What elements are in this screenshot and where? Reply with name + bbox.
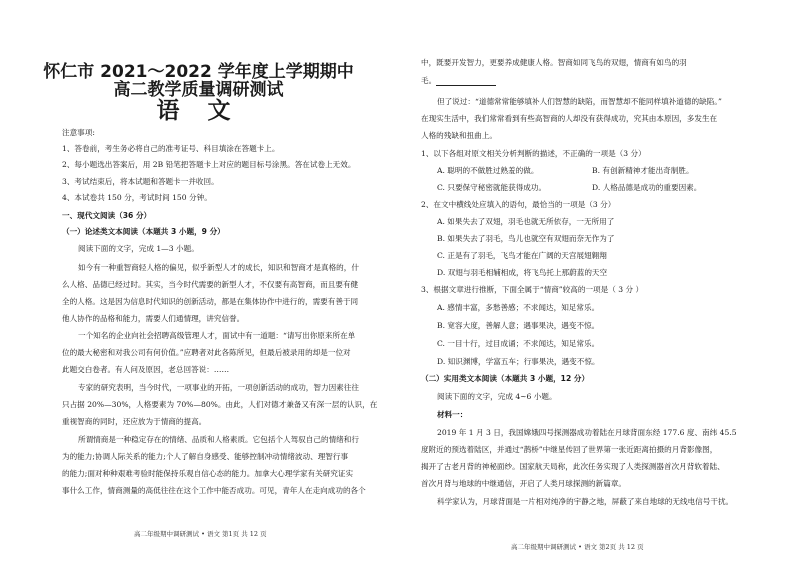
passage-line: 位的最大秘密和对我公司有何价值。”应聘者对此各陈所见，但最后被录用的却是一位对: [62, 348, 351, 357]
note-item: 2、每小题选出答案后，用 2B 铅笔把答题卡上对应的题目标号涂黑。答在试卷上无效。: [62, 160, 356, 169]
subsection-heading: （二）实用类文本阅读（本题共 3 小题，12 分）: [421, 374, 590, 383]
passage-line: 重视智商的同时，还应放为于情商的提高。: [62, 417, 207, 426]
passage-line: 一个知名的企业向社会招聘高级管理人才，面试中有一道题：“请写出你原来所在单: [78, 331, 356, 340]
passage-line: 只占据 20%—30%，人格要素为 70%—80%。由此，人们对德才兼备又有深一层的认识，在: [62, 400, 378, 409]
note-item: 3、考试结束后，将本试题和答题卡一并收回。: [62, 177, 219, 186]
passage-line: 专家的研究表明，当今时代，一项事业的开拓，一项创新活动的成功，智力因素往往: [78, 383, 359, 392]
passage-line: 么人格、品德已经过时。其实，当今时代需要的新型人才，不仅要有高智商，而且要有健: [62, 280, 359, 289]
option-a: A. 感情丰富，多愁善感；不求闻达，知足常乐。: [437, 303, 600, 312]
option-c: C. 一目十行，过目成诵；不求闻达，知足常乐。: [437, 339, 600, 348]
passage-line: 事什么工作，情商测量的高低往往在这个工作中能否成功。可见，青年人在走向成功的各个: [62, 486, 366, 495]
section-heading: 一、现代文阅读（36 分）: [62, 211, 152, 220]
passage-line: 他人协作的品格和能力，需要人们通情理，讲究信誉。: [62, 314, 245, 323]
option-c: C. 正是有了羽毛，飞鸟才能在广阔的天宫展翅翱翔: [437, 251, 607, 260]
passage-line: 科学家认为，月球背面是一片相对纯净的宇静之地，屏蔽了来自地球的无线电信号干扰。: [437, 497, 734, 506]
passage-line: 揭开了古老月背的神秘面纱。国家航天局称，此次任务实现了人类探测器首次月背软着陆、: [421, 462, 725, 471]
option-b: B. 有创新精神才能出奇制胜。: [592, 166, 694, 175]
page-footer: 高二年级期中调研测试 • 语文 第1页 共 12 页: [134, 530, 267, 538]
passage-line: 此题交白卷者。有人问及原因，老总回答说：……: [62, 365, 230, 374]
passage-text: 毛。: [421, 76, 437, 85]
option-a: A. 如果失去了双翅，羽毛也就无所依存，一无所用了: [437, 217, 615, 226]
notes-heading: 注意事项:: [62, 128, 95, 137]
note-item: 1、答卷前，考生务必将自己的准考证号、科目填涂在答题卡上。: [62, 144, 280, 153]
passage-line: 首次月背与地球的中继通信，开启了人类月球探测的新篇章。: [421, 479, 627, 488]
instruction: 阅读下面的文字，完成 1—3 小题。: [78, 244, 199, 253]
material-label: 材料一：: [437, 410, 468, 419]
option-b: B. 宽容大度，善解人意；遇事果决，遇变不惊。: [437, 321, 600, 330]
option-d: D. 知识渊博，学富五车；行事果决，遇变不惊。: [437, 357, 600, 366]
option-d: D. 双翅与羽毛相辅相成，将飞鸟托上那蔚蓝的天空: [437, 268, 608, 277]
question-2: 2、在文中横线处应填入的语句，最恰当的一项是（3 分）: [421, 200, 616, 209]
passage-line: 中，既要开发智力，更要养成健康人格。智商如同飞鸟的双翅，情商有如鸟的羽: [421, 58, 687, 67]
passage-line: 但了说过：“道德常常能够填补人们智慧的缺陷，而智慧却不能同样填补道德的缺陷。”: [437, 97, 722, 106]
passage-line: 全的人格。这是因为信息时代知识的创新活动，都是在集体协作中进行的，需要有善于同: [62, 297, 359, 306]
question-3: 3、根据文章进行推断，下面全属于“情商”较高的一项是（ 3 分 ）: [421, 285, 644, 294]
option-c: C. 只要保守秘密就能获得成功。: [437, 183, 547, 192]
option-b: B. 如果失去了羽毛，鸟儿也就空有双翅而奈无作为了: [437, 234, 615, 243]
passage-line: 所谓情商是一种稳定存在的情绪、品质和人格素质。它包括个人驾驭自己的情绪和行: [78, 435, 359, 444]
exam-title-line2: 高二教学质量调研测试: [113, 80, 284, 100]
instruction: 阅读下面的文字，完成 4~6 小题。: [437, 392, 557, 401]
page-footer: 高二年级期中调研测试 • 语文 第2页 共 12 页: [511, 543, 644, 551]
subject-title: 语 文: [156, 97, 241, 124]
option-d: D. 人格品德是成功的重要因素。: [592, 183, 702, 192]
passage-line: 如今有一种重智商轻人格的偏见，似乎新型人才的成长，知识和智商才是真格的，什: [78, 263, 359, 272]
exam-title-line1: 怀仁市 2021～2022 学年度上学期期中: [43, 62, 354, 82]
answer-blank: [436, 77, 496, 86]
note-item: 4、本试卷共 150 分，考试时间 150 分钟。: [62, 193, 212, 202]
passage-line: 在现实生活中，我们常常看到有些高智商的人却没有获得成功，究其由本原因，多发生在: [421, 114, 718, 123]
question-1: 1、以下各组对原文相关分析判断的描述，不正确的一项是（3 分）: [421, 149, 646, 158]
passage-line: 为的能力;协调人际关系的能力;个人了解自身感受、能够控制冲动情绪波动、理智行事: [62, 452, 349, 461]
passage-line: 的能力;面对种种艰难考验时能保持乐观自信心态的能力。加拿大心理学家有关研究证实: [62, 469, 354, 478]
passage-line: 2019 年 1 月 3 日，我国嫦娥四号探测器成功着陆在月球背面东经 177.6 度、南纬 45.5: [437, 428, 737, 437]
passage-line: 度附近的预选着陆区，并通过“鹊桥”中继星传回了世界第一张近距离拍摄的月背影像图，: [421, 445, 718, 454]
subsection-heading: （一）论述类文本阅读（本题共 3 小题，9 分）: [62, 227, 225, 236]
passage-line: 人格的残缺和扭曲上。: [421, 131, 497, 140]
passage-line-with-blank: [421, 76, 496, 86]
option-a: A. 聪明的不做胜过熟羞的做。: [437, 166, 539, 175]
page-right: [397, 0, 794, 561]
